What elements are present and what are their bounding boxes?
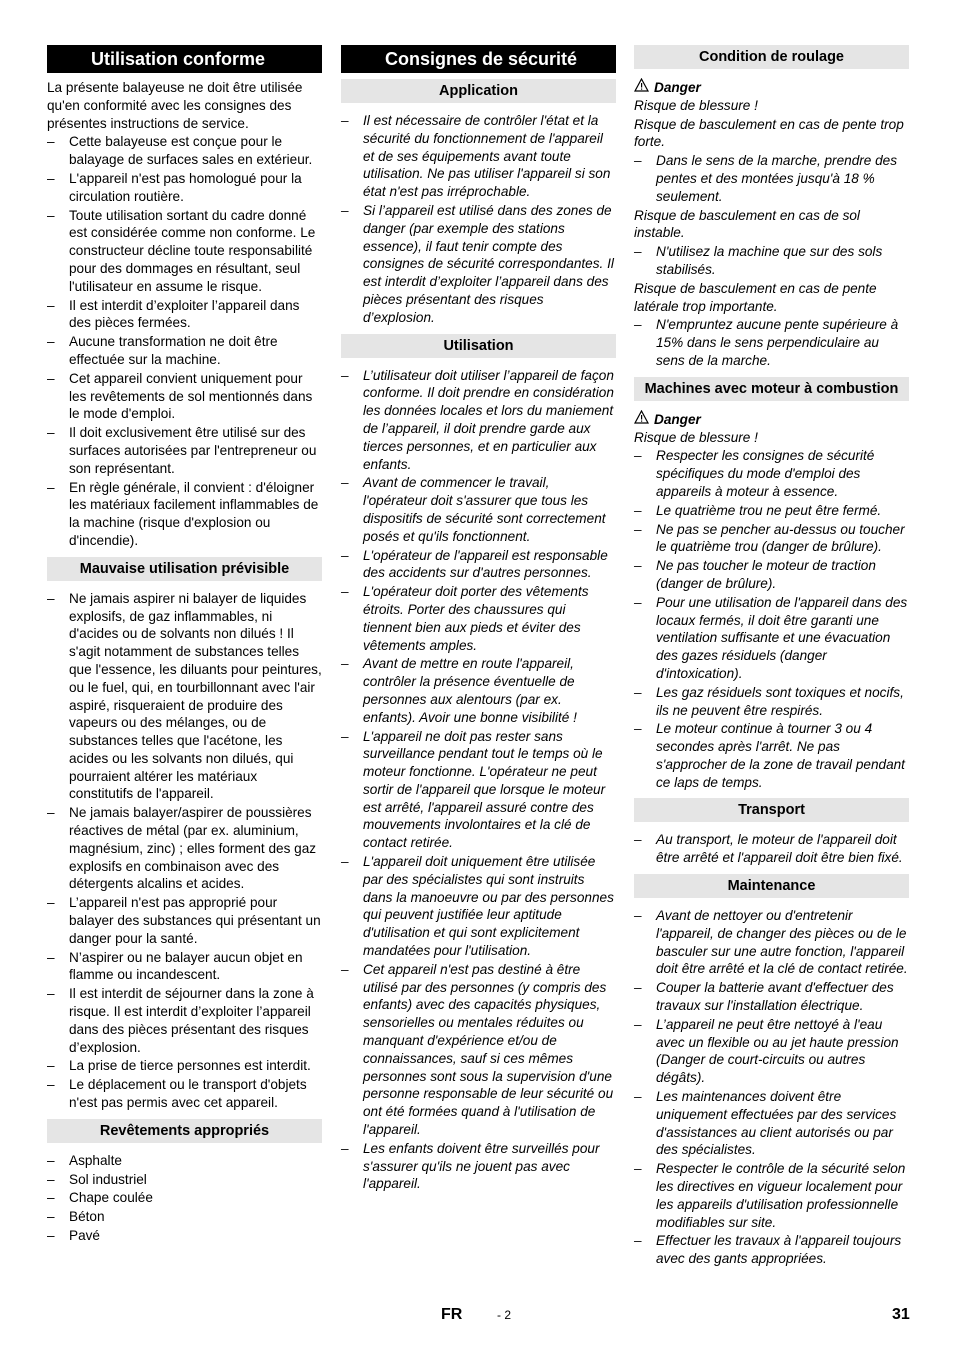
roll-line: Risque de basculement en cas de sol instable.	[634, 207, 860, 241]
list-item: – Ne jamais aspirer ni balayer de liquides explosifs, de gaz inflammables, ni d'acides ou de solvants non dilués ! Il s'agit notamment de substances telles que l'essence, les diluants pour peintures, ou le fuel, qui, en tourbillonnant avec l'air aspiré, risqueraient de produire des vapeurs ou des mélanges, ou de substances telles que l'acétone, les acides ou les solvants non dilués, qui pourraient altérer les matériaux constitutifs de l'appareil.	[47, 590, 322, 802]
list-item: – Les gaz résiduels sont toxiques et nocifs, ils ne peuvent être respirés.	[634, 684, 904, 718]
list-item: – En règle générale, il convient : d'éloigner les matériaux facilement inflammables de la machine (risque d'explosion ou d'incendie).	[47, 479, 319, 548]
column-left	[47, 45, 322, 1246]
list-item: – Il est interdit de séjourner dans la zone à risque. Il est interdit d’exploiter l’appareil dans des pièces présentant des risques d’explosion.	[47, 986, 314, 1055]
list-item: – L’appareil ne peut être nettoyé à l'eau avec un flexible ou au jet haute pression (Danger de court-circuits ou autres dégâts).	[634, 1016, 899, 1086]
list-item: – Pavé	[47, 1228, 100, 1244]
roll-line: Risque de blessure !	[634, 97, 758, 113]
danger-label-roulage: Danger	[634, 78, 909, 97]
subsection-title-utilisation: Utilisation	[341, 334, 616, 358]
section-title-utilisation-conforme: Utilisation conforme	[47, 45, 322, 73]
list-item: – Avant de commencer le travail, l'opérateur doit s'assurer que tous les dispositifs de sécurité sont correctement posés et qu'ils fonctionnent.	[341, 475, 606, 544]
roll-line: Risque de basculement en cas de pente trop forte.	[634, 116, 904, 150]
list-item: – Ne jamais balayer/aspirer de poussières réactives de métal (par ex. aluminium, magnésium, zinc) ; elles forment des gaz explosifs en combinaison avec des détergents alcalins et acides.	[47, 805, 317, 892]
list-item: – Il est nécessaire de contrôler l'état et la sécurité du fonctionnement de l'appareil et de ses équipements avant toute utilisation. Ne pas utiliser l'appareil si son état n'est pas irréprochable.	[341, 113, 611, 200]
list-item: – Le moteur continue à tourner 3 ou 4 secondes après l'arrêt. Ne pas s'approcher de la zone de travail pendant ce laps de temps.	[634, 721, 905, 790]
footer-page-number: 31	[892, 1306, 910, 1323]
application-list	[341, 112, 616, 327]
list-item: – Si l’appareil est utilisé dans des zones de danger (par exemple des stations essence), il faut tenir compte des consignes de sécurité correspondantes. Il est interdit d’exploiter l’appareil dans des pièces présentant des risques d’explosion.	[341, 202, 614, 325]
list-item: – Toute utilisation sortant du cadre donné est considérée comme non conforme. Le constructeur décline toute responsabilité pour des dommages en résultant, seul l'utilisateur en assume le risque.	[47, 207, 316, 294]
list-item: – Avant de mettre en route l'appareil, contrôler la présence éventuelle de personnes aux alentours (par ex. enfants). Avoir une bonne visibilité !	[341, 656, 577, 725]
list-item: – Le quatrième trou ne peut être fermé.	[634, 502, 882, 518]
transport-list	[634, 831, 909, 867]
warning-triangle-icon	[634, 410, 650, 429]
list-item: – La prise de tierce personnes est interdit.	[47, 1058, 311, 1074]
list-item: – Il doit exclusivement être utilisé sur des surfaces autorisées par l'entrepreneur ou son représentant.	[47, 425, 317, 476]
list-item: – L’appareil n'est pas approprié pour balayer des substances qui présentant un danger pour la santé.	[47, 895, 321, 946]
subsection-title-maintenance: Maintenance	[634, 874, 909, 898]
subsection-title-application: Application	[341, 79, 616, 103]
list-item: – Béton	[47, 1209, 105, 1225]
list-item: – Cette balayeuse est conçue pour le balayage de surfaces sales en extérieur.	[47, 134, 313, 168]
conforme-list	[47, 133, 322, 549]
list-item: – Pour une utilisation de l'appareil dans des locaux fermés, il doit être garanti une ventilation suffisante et une évacuation des gazes résiduels (danger d'intoxication).	[634, 594, 908, 681]
intro-paragraph: La présente balayeuse ne doit être utilisée qu'en conformité avec les consignes des présentes instructions de service.	[47, 80, 303, 131]
surfaces-list	[47, 1152, 322, 1245]
list-item: – Effectuer les travaux à l'appareil toujours avec des gants appropriées.	[634, 1233, 902, 1267]
list-item: – Sol industriel	[47, 1171, 147, 1187]
list-item: – N'empruntez aucune pente supérieure à 15% dans le sens perpendiculaire au sens de la marche.	[634, 317, 899, 368]
list-item: – Couper la batterie avant d'effectuer des travaux sur l'installation électrique.	[634, 980, 894, 1014]
misuse-list	[47, 590, 322, 1112]
footer-section: - 2	[497, 1308, 512, 1322]
list-item: – Aucune transformation ne doit être effectuée sur la machine.	[47, 334, 278, 367]
list-item: – N’aspirer ou ne balayer aucun objet en flamme ou incandescent.	[47, 949, 303, 983]
subsection-title-moteur-combustion: Machines avec moteur à combustion	[634, 377, 909, 401]
section-title-consignes: Consignes de sécurité	[341, 45, 616, 73]
utilisation-list	[341, 367, 616, 1194]
list-item: – Ne pas se pencher au-dessus ou toucher le quatrième trou (danger de brûlure).	[634, 521, 905, 555]
subsection-title-transport: Transport	[634, 798, 909, 822]
engine-list	[634, 447, 909, 791]
engine-intro: Risque de blessure !	[634, 429, 758, 445]
column-right	[634, 45, 909, 1269]
list-item: – N'utilisez la machine que sur des sols stabilisés.	[634, 244, 883, 277]
list-item: – Respecter les consignes de sécurité spécifiques du mode d'emploi des appareils à moteur à essence.	[634, 448, 875, 499]
list-item: – L'opérateur de l'appareil est responsable des accidents sur d'autres personnes.	[341, 547, 608, 581]
maintenance-list	[634, 907, 909, 1268]
footer-language: FR	[441, 1306, 463, 1323]
list-item: – Le déplacement ou le transport d'objets n'est pas permis avec cet appareil.	[47, 1077, 307, 1111]
list-item: – Asphalte	[47, 1152, 122, 1168]
list-item: – Avant de nettoyer ou d'entretenir l'appareil, de changer des pièces ou de le basculer sur une autre fonction, l'appareil doit être arrêté et la clé de contact retirée.	[634, 908, 908, 977]
list-item: – Les maintenances doivent être uniquement effectuées par des services d'assistances au client autorisés ou par des spécialistes.	[634, 1089, 897, 1158]
list-item: – Au transport, le moteur de l'appareil doit être arrêté et l'appareil doit être bien fixé.	[634, 832, 903, 866]
list-item: – L’utilisateur doit utiliser l’appareil de façon conforme. Il doit prendre en considération les données locales et lors du maniement de l’appareil, il doit prendre garde aux tierces personnes, et en particulier aux enfants.	[341, 367, 614, 472]
list-item: – Il est interdit d’exploiter l’appareil dans des pièces fermées.	[47, 297, 300, 331]
list-item: – Dans le sens de la marche, prendre des pentes et des montées jusqu'à 18 % seulement.	[634, 153, 898, 204]
list-item: – Chape coulée	[47, 1190, 153, 1206]
list-item: – Ne pas toucher le moteur de traction (danger de brûlure).	[634, 558, 876, 591]
roll-line: Risque de basculement en cas de pente latérale trop importante.	[634, 280, 877, 314]
list-item: – L'opérateur doit porter des vêtements étroits. Porter des chaussures qui tiennent bien aux pieds et éviter des vêtements amples.	[341, 584, 589, 653]
danger-label-moteur: Danger	[634, 410, 909, 429]
subsection-title-mauvaise-utilisation: Mauvaise utilisation prévisible	[47, 557, 322, 581]
list-item: – Cet appareil convient uniquement pour les revêtements de sol mentionnés dans le mode d'emploi.	[47, 370, 313, 422]
list-item: – Respecter le contrôle de la sécurité selon les directives en vigueur localement pour les appareils d'utilisation professionnelle modifiables sur site.	[634, 1161, 906, 1230]
subsection-title-revetements: Revêtements appropriés	[47, 1119, 322, 1143]
column-middle	[341, 45, 616, 1194]
subsection-title-condition-roulage: Condition de roulage	[634, 45, 909, 69]
list-item: – L'appareil ne doit pas rester sans surveillance pendant tout le temps où le moteur fonctionne. L'opérateur ne peut sortir de l'appareil que lorsque le moteur est arrêté, l'appareil assuré contre des mouvements involontaires et la clé de contact retirée.	[341, 728, 606, 851]
list-item: – L'appareil doit uniquement être utilisée par des spécialistes qui sont instruits dans la manoeuvre ou par des personnes qui peuvent justifiée leur aptitude d'utilisation et qui sont explicitement mandatées pour l'utilisation.	[341, 854, 614, 959]
warning-triangle-icon	[634, 78, 650, 97]
list-item: – Les enfants doivent être surveillés pour s'assurer qu'ils ne jouent pas avec l'appareil.	[341, 1140, 600, 1192]
list-item: – Cet appareil n'est pas destiné à être utilisé par des personnes (y compris des enfants) avec des capacités physiques, sensorielles ou mentales réduites ou manquant d'expérience et/ou de connaissances, sauf si ces mêmes personnes sont sous la supervision d'une personne responsable de leur sécurité ou ont été formées quand à l'utilisation de l'appareil.	[341, 961, 614, 1138]
list-item: – L'appareil n'est pas homologué pour la circulation routière.	[47, 170, 302, 204]
